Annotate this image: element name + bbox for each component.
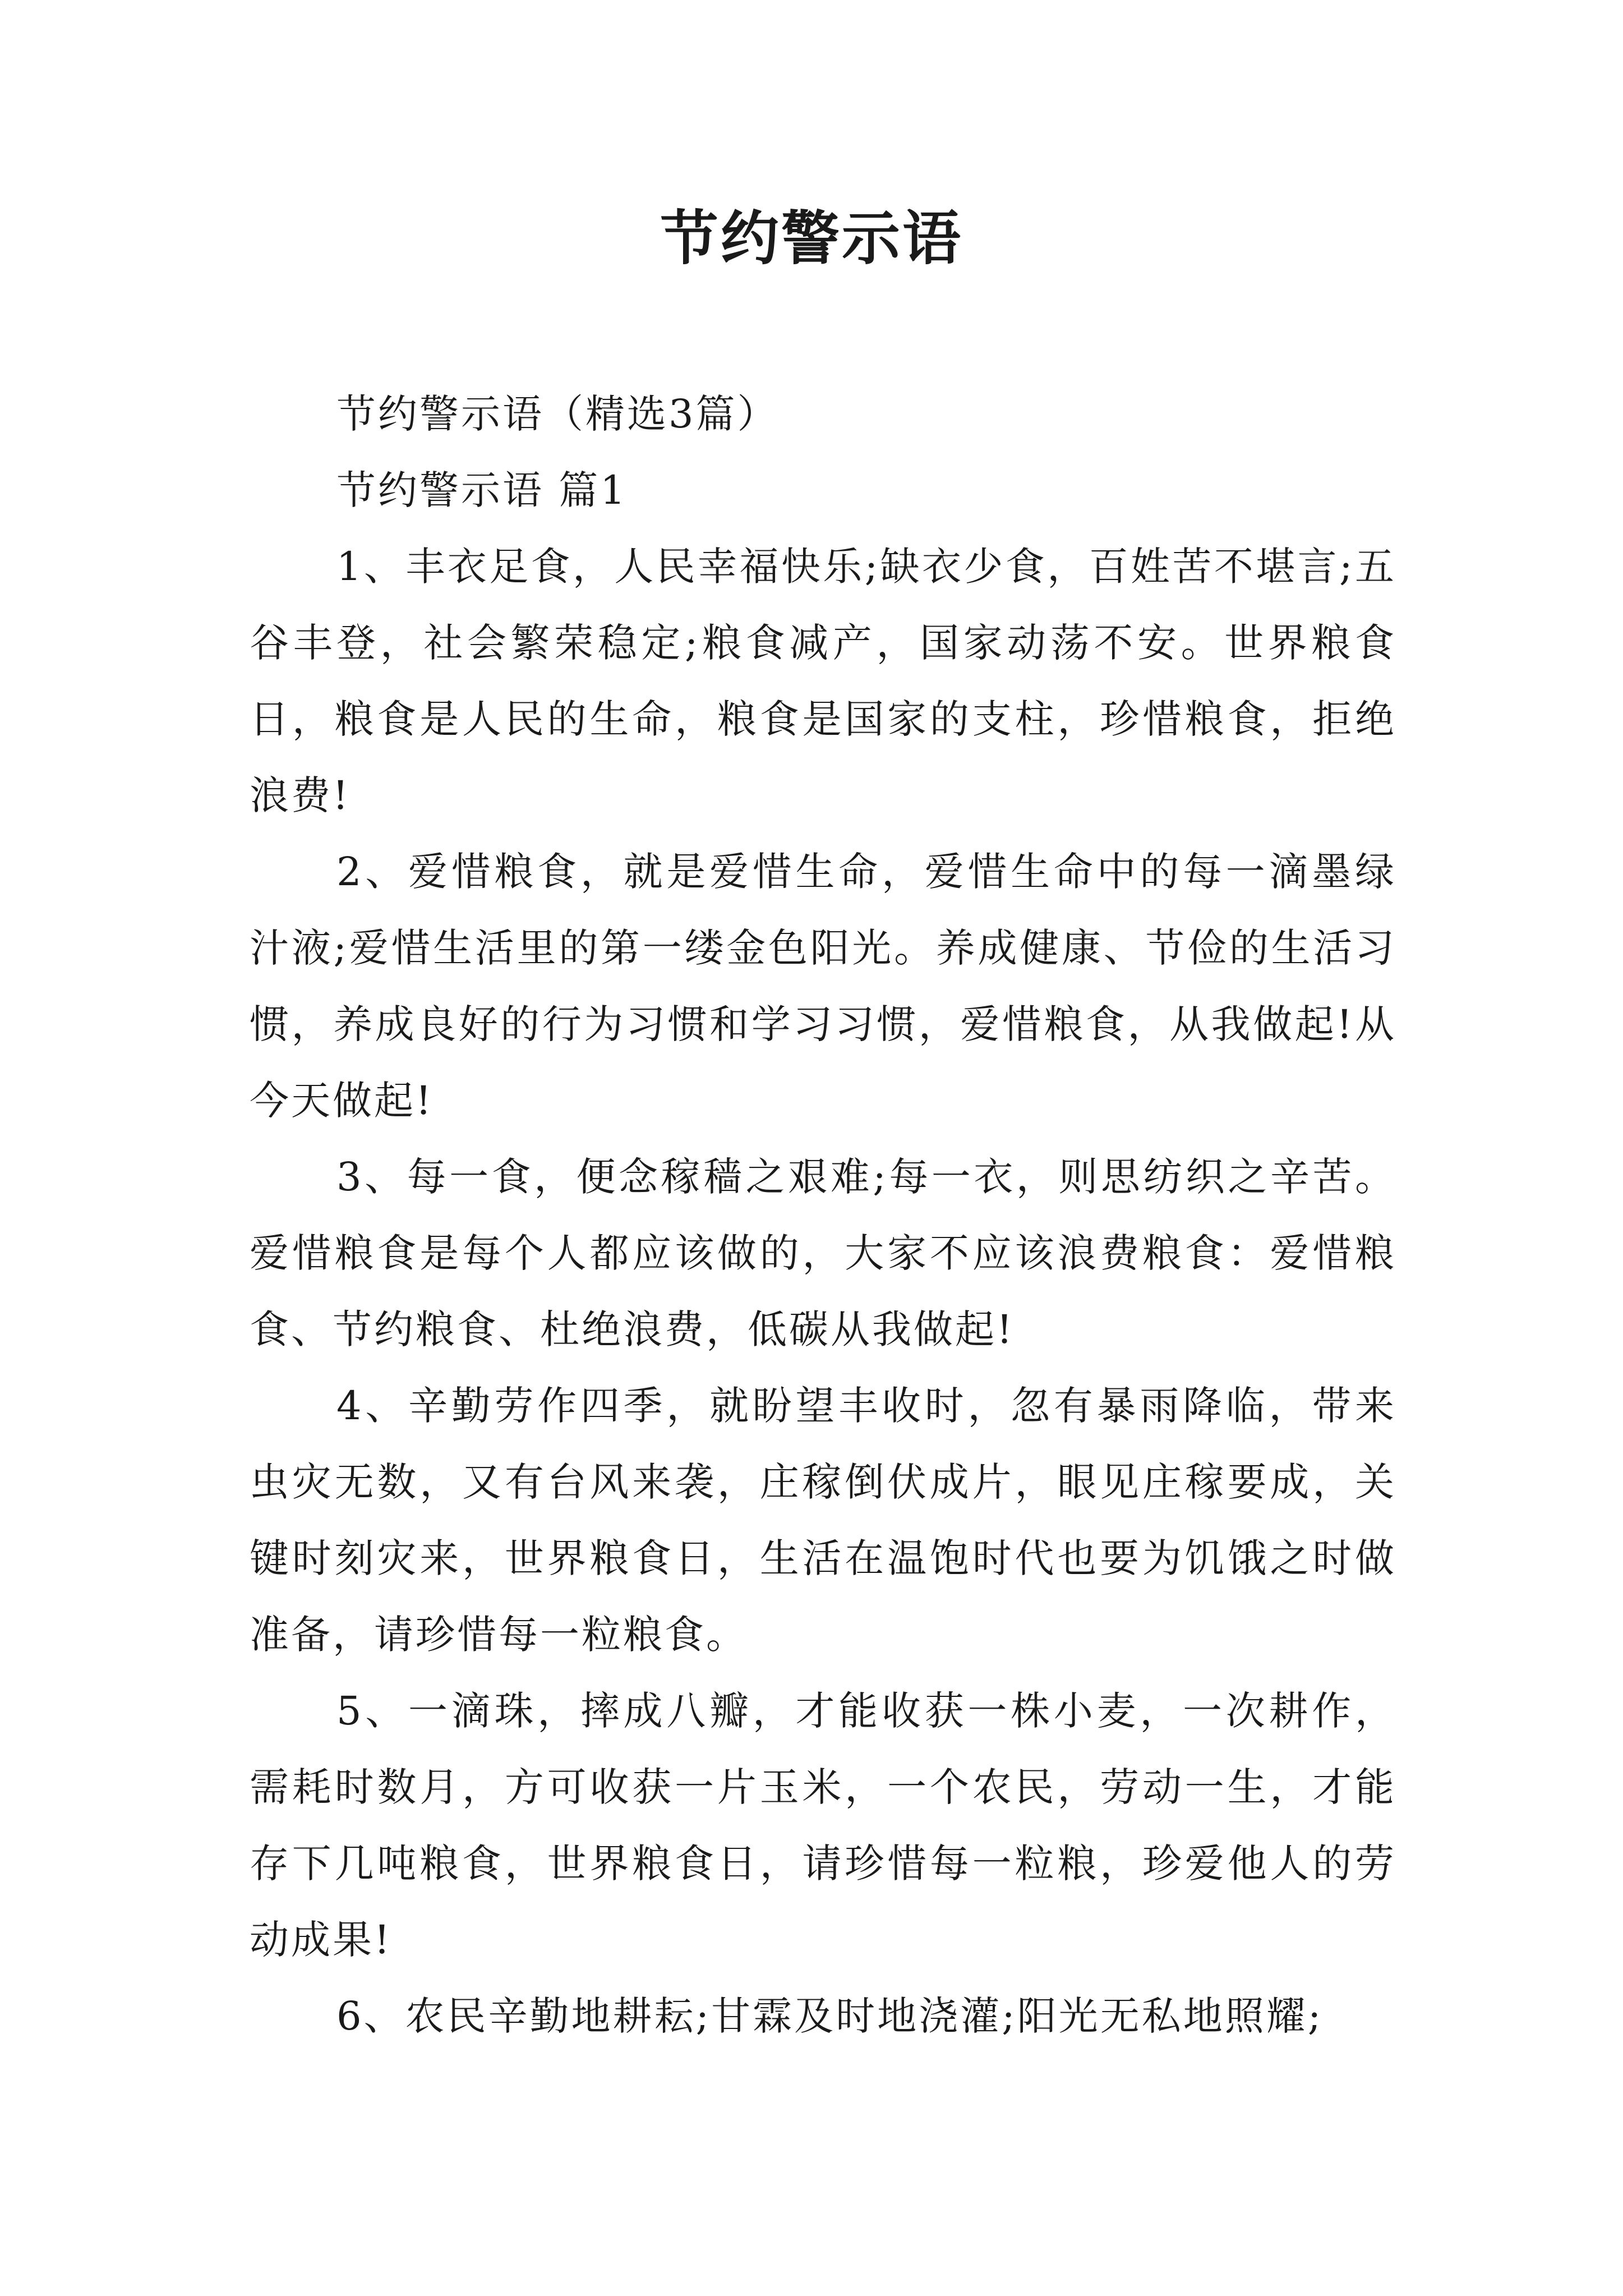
paragraph-item-6: 6、农民辛勤地耕耘;甘霖及时地浇灌;阳光无私地照耀; (336, 1993, 1324, 2039)
paragraph-item-3: 3、每一食，便念稼穑之艰难;每一衣，则思纺织之辛苦。爱惜粮食是每个人都应该做的，大家不应该浪费粮食：爱惜粮食、节约粮食、杜绝浪费，低碳从我做起! (250, 1154, 1396, 1352)
paragraph-item-2: 2、爱惜粮食，就是爱惜生命，爱惜生命中的每一滴墨绿汁液;爱惜生活里的第一缕金色阳光。养成健康、节俭的生活习惯，养成良好的行为习惯和学习习惯，爱惜粮食，从我做起!从今天做起! (250, 849, 1396, 1124)
paragraph-section-heading: 节约警示语 篇1 (336, 467, 628, 513)
paragraph-subtitle: 节约警示语（精选3篇） (336, 391, 779, 437)
paragraph-item-5: 5、一滴珠，摔成八瓣，才能收获一株小麦，一次耕作，需耗时数月，方可收获一片玉米，一个农民，劳动一生，才能存下几吨粮食，世界粮食日，请珍惜每一粒粮，珍爱他人的劳动成果! (250, 1688, 1396, 1963)
document-title: 节约警示语 (660, 204, 963, 273)
paragraph-item-4: 4、辛勤劳作四季，就盼望丰收时，忽有暴雨降临，带来虫灾无数，又有台风来袭，庄稼倒伏成片，眼见庄稼要成，关键时刻灾来，世界粮食日，生活在温饱时代也要为饥饿之时做准备，请珍惜每一粒粮食。 (250, 1383, 1396, 1658)
document-body (250, 376, 1396, 2054)
paragraph-item-1: 1、丰衣足食，人民幸福快乐;缺衣少食，百姓苦不堪言;五谷丰登，社会繁荣稳定;粮食减产，国家动荡不安。世界粮食日，粮食是人民的生命，粮食是国家的支柱，珍惜粮食，拒绝浪费! (250, 544, 1396, 818)
